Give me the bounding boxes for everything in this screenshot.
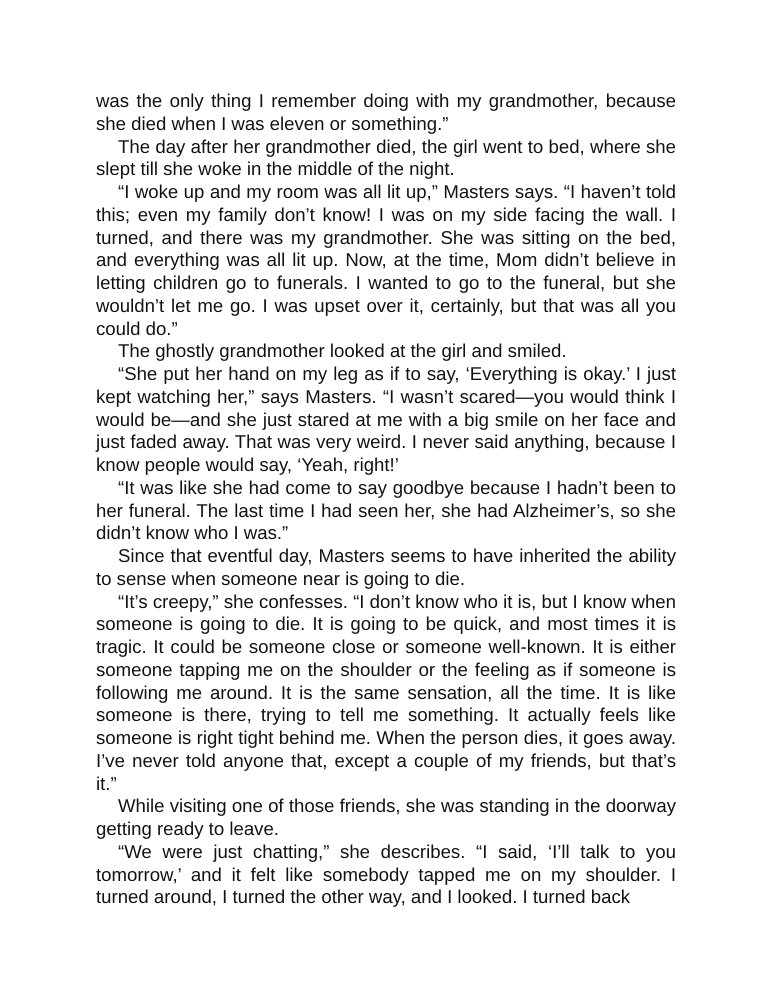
paragraph: The day after her grandmother died, the girl went to bed, where she slept till she woke in the middle of the night. [96, 135, 676, 180]
paragraph: “It was like she had come to say goodbye because I hadn’t been to her funeral. The last time I had seen her, she had Alzheimer’s, so she didn’t know who I was.” [96, 476, 676, 544]
paragraph-truncated: “We were just chatting,” she describes. “I said, ‘I’ll talk to you tomorrow,’ and it felt like somebody tapped me on my shoulder. I turned around, I turned the other way, and I looked. I turned back [96, 840, 676, 908]
paragraph: “She put her hand on my leg as if to say, ‘Everything is okay.’ I just kept watching her,” says Masters. “I wasn’t scared—you would think I would be—and she just stared at me with a big smile on her face and just faded away. That was very weird. I never said anything, because I know people would say, ‘Yeah, right!’ [96, 363, 676, 475]
paragraph: “I woke up and my room was all lit up,” Masters says. “I haven’t told this; even my family don’t know! I was on my side facing the wall. I turned, and there was my grandmother. She was sitting on the bed, and everything was all lit up. Now, at the time, Mom didn’t believe in letting children go to funerals. I wanted to go to the funeral, but she wouldn’t let me go. I was upset over it, certainly, but that was all you could do.” [96, 181, 676, 339]
paragraph: Since that eventful day, Masters seems to have inherited the ability to sense when someone near is going to die. [96, 545, 676, 589]
paragraph: The ghostly grandmother looked at the girl and smiled. [118, 340, 567, 362]
paragraph-continuation: was the only thing I remember doing with my grandmother, because she died when I was eleven or something.” [96, 90, 676, 134]
paragraph: While visiting one of those friends, she was standing in the doorway getting ready to leave. [96, 795, 676, 839]
book-page-body [96, 90, 676, 909]
paragraph: “It’s creepy,” she confesses. “I don’t know who it is, but I know when someone is going to die. It is going to be quick, and most times it is tragic. It could be someone close or someone well-known. It is either someone tapping me on the shoulder or the feeling as if someone is following me around. It is the same sensation, all the time. It is like someone is there, trying to tell me something. It actually feels like someone is right tight behind me. When the person dies, it goes away. I’ve never told anyone that, except a couple of my friends, but that’s it.” [96, 590, 676, 794]
